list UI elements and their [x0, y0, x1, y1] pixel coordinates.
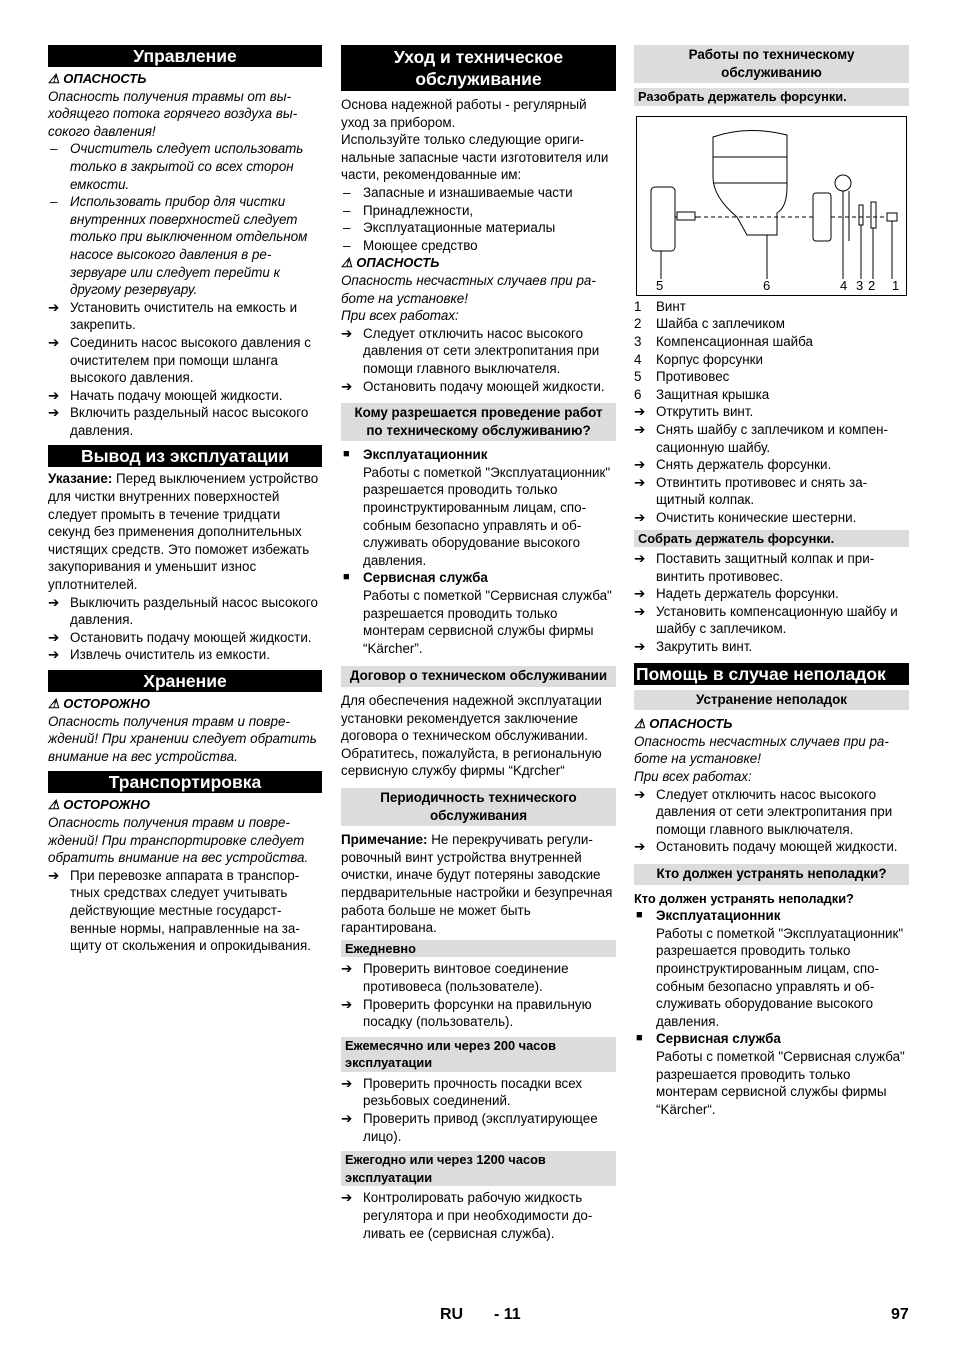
- role-item: [634, 1030, 909, 1048]
- step-text: Открутить винт.: [656, 404, 754, 420]
- page-footer: [0, 1306, 954, 1330]
- warning-text: Опасность получения травм и повреждений! При хранении следует обратить внимание на вес устройства.: [48, 713, 317, 764]
- warning-triangle-icon: ⚠: [341, 255, 353, 271]
- step-text: Очистить конические шестерни.: [656, 509, 857, 525]
- paragraph: Для обеспечения надежной эксплуатации установки рекомендуется заключение договора о техническом обслуживании. Обратитесь, пожалуйста, в региональную сервисную службу фирмы “Kдrcher“: [341, 693, 602, 779]
- parts-list-item: [634, 333, 909, 351]
- part-name: Шайба с заплечиком: [656, 316, 785, 332]
- part-number: 4: [634, 351, 642, 367]
- heading-transport: Транспортировка: [48, 771, 322, 793]
- step-text: Следует отключить насос высокого давления от сети электропитания при помощи главного выключателя.: [363, 325, 600, 376]
- action-step: [634, 403, 909, 421]
- arrow-right-icon: ➔: [48, 405, 60, 421]
- action-step: [634, 585, 909, 603]
- arrow-right-icon: ➔: [48, 629, 60, 645]
- action-step: [341, 1110, 616, 1145]
- fig-label: 1: [892, 277, 900, 293]
- step-text: Контролировать рабочую жидкость регулятора и при необходимости доливать ее (сервисная служба).: [363, 1190, 593, 1241]
- warning-label: ОПАСНОСТЬ: [649, 716, 733, 732]
- warning-triangle-icon: ⚠: [48, 71, 60, 86]
- warning-text: Опасность несчастных случаев при работе на установке!: [634, 733, 889, 767]
- fig-label: 6: [763, 277, 771, 293]
- fig-label: 5: [656, 277, 664, 293]
- square-bullet: ■: [343, 571, 350, 584]
- part-number: 3: [634, 333, 642, 349]
- arrow-right-icon: ➔: [48, 334, 60, 350]
- warning-text: Опасность получения травмы от выходящего потока горячего воздуха высокого давления!: [48, 88, 298, 139]
- arrow-right-icon: ➔: [341, 1075, 353, 1091]
- action-step: [341, 960, 616, 995]
- heading-yearly: Ежегодно или через 1200 часов эксплуатации: [341, 1151, 616, 1186]
- heading-maintenance-works: Работы по техническому обслуживанию: [634, 45, 909, 83]
- arrow-right-icon: ➔: [634, 603, 646, 619]
- part-number: 6: [634, 386, 642, 402]
- dash-bullet: –: [50, 194, 58, 210]
- note-label: Указание:: [48, 471, 113, 487]
- dash-bullet: –: [343, 220, 351, 236]
- action-step: [48, 594, 322, 629]
- step-text: Снять держатель форсунки.: [656, 457, 832, 473]
- list-item: [341, 184, 616, 202]
- role-text: Работы с пометкой "Эксплуатационник" разрешается проводить только проинструктированным лицам, способным безопасно управлять и обслуживать оборудование высокого давления.: [363, 464, 611, 568]
- warning-text: При всех работах:: [634, 769, 752, 785]
- part-name: Защитная крышка: [656, 386, 770, 402]
- parts-list-item: [634, 368, 909, 386]
- step-text: Проверить винтовое соединение противовеса (пользователе).: [363, 961, 569, 994]
- arrow-right-icon: ➔: [341, 1111, 353, 1127]
- action-step: [48, 404, 322, 439]
- action-step: [48, 646, 322, 664]
- part-name: Компенсационная шайба: [656, 333, 813, 349]
- role-item: [341, 446, 616, 464]
- action-step: [48, 299, 322, 334]
- fig-label: 3: [856, 277, 864, 293]
- list-item-text: Использовать прибор для чистки внутренних поверхностей следует только при выключенном отдельном насосе высокого давления в резервуаре или следует перейти к другому резервуару.: [70, 194, 308, 298]
- step-text: Включить раздельный насос высокого давления.: [70, 405, 309, 438]
- note-label: Примечание:: [341, 832, 428, 848]
- arrow-right-icon: ➔: [634, 839, 646, 855]
- action-step: [341, 378, 616, 396]
- action-step: [341, 1189, 616, 1242]
- heading-storage: Хранение: [48, 670, 322, 692]
- action-step: [48, 629, 322, 647]
- action-step: [634, 509, 909, 527]
- fig-label: 4: [840, 277, 848, 293]
- list-item-text: Эксплуатационные материалы: [363, 220, 556, 236]
- part-name: Противовес: [656, 369, 730, 385]
- step-text: Установить компенсационную шайбу и шайбу с заплечиком.: [656, 603, 898, 637]
- arrow-right-icon: ➔: [634, 509, 646, 525]
- step-text: Проверить привод (эксплуатирующее лицо).: [363, 1111, 598, 1144]
- language-code: RU: [440, 1306, 464, 1323]
- action-step: [48, 387, 322, 405]
- role-title: Эксплуатационник: [656, 908, 781, 924]
- warning-label: ОПАСНОСТЬ: [356, 255, 440, 271]
- warning-caution: [48, 695, 322, 713]
- arrow-right-icon: ➔: [48, 647, 60, 663]
- heading-who-fixes: Кто должен устранять неполадки?: [634, 864, 909, 885]
- role-item: [634, 907, 909, 925]
- dash-bullet: –: [50, 141, 58, 157]
- step-text: Следует отключить насос высокого давления от сети электропитания при помощи главного выключателя.: [656, 786, 893, 837]
- counterweight-shape: [651, 187, 675, 251]
- warning-caution: [48, 796, 322, 814]
- arrow-right-icon: ➔: [341, 1190, 353, 1206]
- heading-daily: Ежедневно: [341, 940, 616, 958]
- step-text: Остановить подачу моющей жидкости.: [70, 629, 312, 645]
- list-item-text: Запасные и изнашиваемые части: [363, 184, 573, 200]
- note-text: Перед выключением устройство для чистки внутренних поверхностей следует промыть в течение тридцати секунд без применения дополнительных чистящих средств. Это поможет избежать закупоривания и уменьшит износ уплотнителей.: [48, 471, 319, 593]
- heading-disassemble: Разобрать держатель форсунки.: [634, 88, 909, 106]
- warning-triangle-icon: ⚠: [48, 696, 60, 711]
- arrow-right-icon: ➔: [634, 474, 646, 490]
- warning-danger: [634, 715, 909, 733]
- arrow-right-icon: ➔: [634, 457, 646, 473]
- heading-monthly: Ежемесячно или через 200 часов эксплуатации: [341, 1037, 616, 1072]
- heading-assemble: Собрать держатель форсунки.: [634, 530, 909, 548]
- step-text: Проверить прочность посадки всех резьбовых соединений.: [363, 1075, 583, 1109]
- heading-care: Уход и техническое обслуживание: [341, 45, 616, 91]
- step-text: Отвинтить противовес и снять защитный колпак.: [656, 474, 868, 508]
- list-item-text: Моющее средство: [363, 237, 478, 253]
- heading-control: Управление: [48, 45, 322, 67]
- role-title: Эксплуатационник: [363, 447, 488, 463]
- heading-troubleshooting: Устранение неполадок: [634, 690, 909, 711]
- step-text: Начать подачу моющей жидкости.: [70, 387, 283, 403]
- warning-text: Опасность несчастных случаев при работе на установке!: [341, 272, 596, 306]
- heading-contract: Договор о техническом обслуживании: [341, 666, 616, 687]
- action-step: [634, 421, 909, 456]
- step-text: Установить очиститель на емкость и закрепить.: [70, 299, 298, 333]
- role-text: Работы с пометкой "Сервисная служба" разрешается проводить только монтерам сервисной службы фирмы “Kärcher”.: [363, 588, 612, 656]
- action-step: [48, 867, 322, 955]
- action-step: [48, 334, 322, 387]
- nozzle-body-shape: [813, 193, 831, 241]
- arrow-right-icon: ➔: [634, 639, 646, 655]
- part-name: Винт: [656, 298, 686, 314]
- parts-list: [634, 298, 909, 404]
- column-2: [341, 45, 616, 1242]
- action-step: [341, 996, 616, 1031]
- arrow-right-icon: ➔: [48, 387, 60, 403]
- arrow-right-icon: ➔: [341, 378, 353, 394]
- warning-danger: [48, 70, 322, 88]
- arrow-right-icon: ➔: [341, 961, 353, 977]
- list-item-text: Принадлежности,: [363, 202, 474, 218]
- list-item: [341, 202, 616, 220]
- action-step: [634, 456, 909, 474]
- dash-bullet: –: [343, 184, 351, 200]
- square-bullet: ■: [636, 909, 643, 922]
- paragraph: Основа надежной работы - регулярный уход за прибором.: [341, 97, 587, 130]
- action-step: [341, 325, 616, 378]
- role-text: Работы с пометкой "Сервисная служба" разрешается проводить только монтерам сервисной службы фирмы “Kärcher“.: [656, 1048, 905, 1117]
- note-text: Не перекручивать регулировочный винт устройства внутренней очистки, иначе будут потеряны заводские пердварительные настройки и безупречная работа больше не может быть гарантирована.: [341, 832, 613, 936]
- heading-periodicity: Периодичность технического обслуживания: [341, 788, 616, 826]
- warning-text: Опасность получения травм и повреждений! При транспортировке следует обратить внимание на вес устройства.: [48, 814, 309, 866]
- role-item: [341, 569, 616, 587]
- arrow-right-icon: ➔: [341, 996, 353, 1012]
- warning-label: ОПАСНОСТЬ: [63, 71, 147, 86]
- list-item: [48, 140, 322, 193]
- action-step: [634, 550, 909, 585]
- heading-troubleshooting-help: Помощь в случае неполадок: [634, 663, 909, 685]
- nozzle-holder-diagram: [636, 116, 907, 296]
- warning-triangle-icon: ⚠: [48, 797, 60, 813]
- role-title: Сервисная служба: [363, 570, 488, 586]
- subheading-who-fixes: Кто должен устранять неполадки?: [634, 890, 854, 906]
- action-step: [341, 1075, 616, 1110]
- role-title: Сервисная служба: [656, 1031, 781, 1047]
- parts-list-item: [634, 298, 909, 316]
- arrow-right-icon: ➔: [48, 299, 60, 315]
- warning-triangle-icon: ⚠: [634, 716, 646, 732]
- step-text: Соединить насос высокого давления с очистителем при помощи шланга высокого давления.: [70, 334, 311, 386]
- step-text: Снять шайбу с заплечиком и компенсационную шайбу.: [656, 421, 888, 455]
- part-name: Корпус форсунки: [656, 351, 763, 367]
- warning-label: ОСТОРОЖНО: [63, 696, 151, 711]
- part-number: 5: [634, 369, 642, 385]
- arrow-right-icon: ➔: [634, 786, 646, 802]
- step-text: Остановить подачу моющей жидкости.: [363, 378, 605, 394]
- column-1: [48, 45, 322, 955]
- list-item-text: Очиститель следует использовать только в закрытой со всех сторон емкости.: [70, 141, 304, 192]
- step-text: Извлечь очиститель из емкости.: [70, 647, 270, 663]
- action-step: [634, 786, 909, 839]
- square-bullet: ■: [636, 1032, 643, 1045]
- arrow-right-icon: ➔: [48, 594, 60, 610]
- list-item: [341, 219, 616, 237]
- arrow-right-icon: ➔: [634, 421, 646, 437]
- action-step: [634, 603, 909, 638]
- warning-text: При всех работах:: [341, 308, 459, 324]
- parts-list-item: [634, 351, 909, 369]
- note-paragraph: [341, 831, 616, 937]
- heading-who-maintains: Кому разрешается проведение работ по техническому обслуживанию?: [341, 403, 616, 441]
- list-item: [341, 237, 616, 255]
- step-text: Выключить раздельный насос высокого давления.: [70, 594, 318, 628]
- warning-danger: [341, 254, 616, 272]
- nozzle-holder-drawing: [637, 117, 906, 295]
- part-number: 1: [634, 298, 642, 314]
- step-text: Поставить защитный колпак и привинтить противовес.: [656, 551, 875, 584]
- step-text: Закрутить винт.: [656, 639, 753, 655]
- warning-label: ОСТОРОЖНО: [63, 797, 151, 813]
- page-number: 97: [891, 1306, 909, 1323]
- action-step: [634, 638, 909, 656]
- column-3: [634, 45, 909, 1118]
- role-text: Работы с пометкой "Эксплуатационник" разрешается проводить только проинструктированным лицам, способным безопасно управлять и обслуживать оборудование высокого давления.: [656, 925, 904, 1029]
- arrow-right-icon: ➔: [634, 404, 646, 420]
- arrow-right-icon: ➔: [634, 551, 646, 567]
- step-text: При перевозке аппарата в транспортных средствах следует учитывать действующие местные государственные нормы, направленные на защиту от скольжения и опрокидывания.: [70, 867, 311, 954]
- arrow-right-icon: ➔: [48, 867, 60, 883]
- fig-label: 2: [868, 277, 876, 293]
- paragraph: Используйте только следующие оригинальные запасные части изготовителя или части, рекомендованные им:: [341, 132, 609, 183]
- parts-list-item: [634, 386, 909, 404]
- note-paragraph: [48, 470, 322, 593]
- square-bullet: ■: [343, 448, 350, 461]
- part-number: 2: [634, 316, 642, 332]
- arrow-right-icon: ➔: [634, 586, 646, 602]
- step-text: Проверить форсунки на правильную посадку (пользователь).: [363, 996, 592, 1030]
- parts-list-item: [634, 315, 909, 333]
- arrow-right-icon: ➔: [341, 325, 353, 341]
- action-step: [634, 838, 909, 856]
- local-page-number: - 11: [494, 1306, 521, 1323]
- heading-shutdown: Вывод из эксплуатации: [48, 445, 322, 467]
- step-text: Надеть держатель форсунки.: [656, 586, 839, 602]
- step-text: Остановить подачу моющей жидкости.: [656, 839, 898, 855]
- list-item: [48, 193, 322, 299]
- action-step: [634, 474, 909, 509]
- dash-bullet: –: [343, 237, 351, 253]
- dash-bullet: –: [343, 202, 351, 218]
